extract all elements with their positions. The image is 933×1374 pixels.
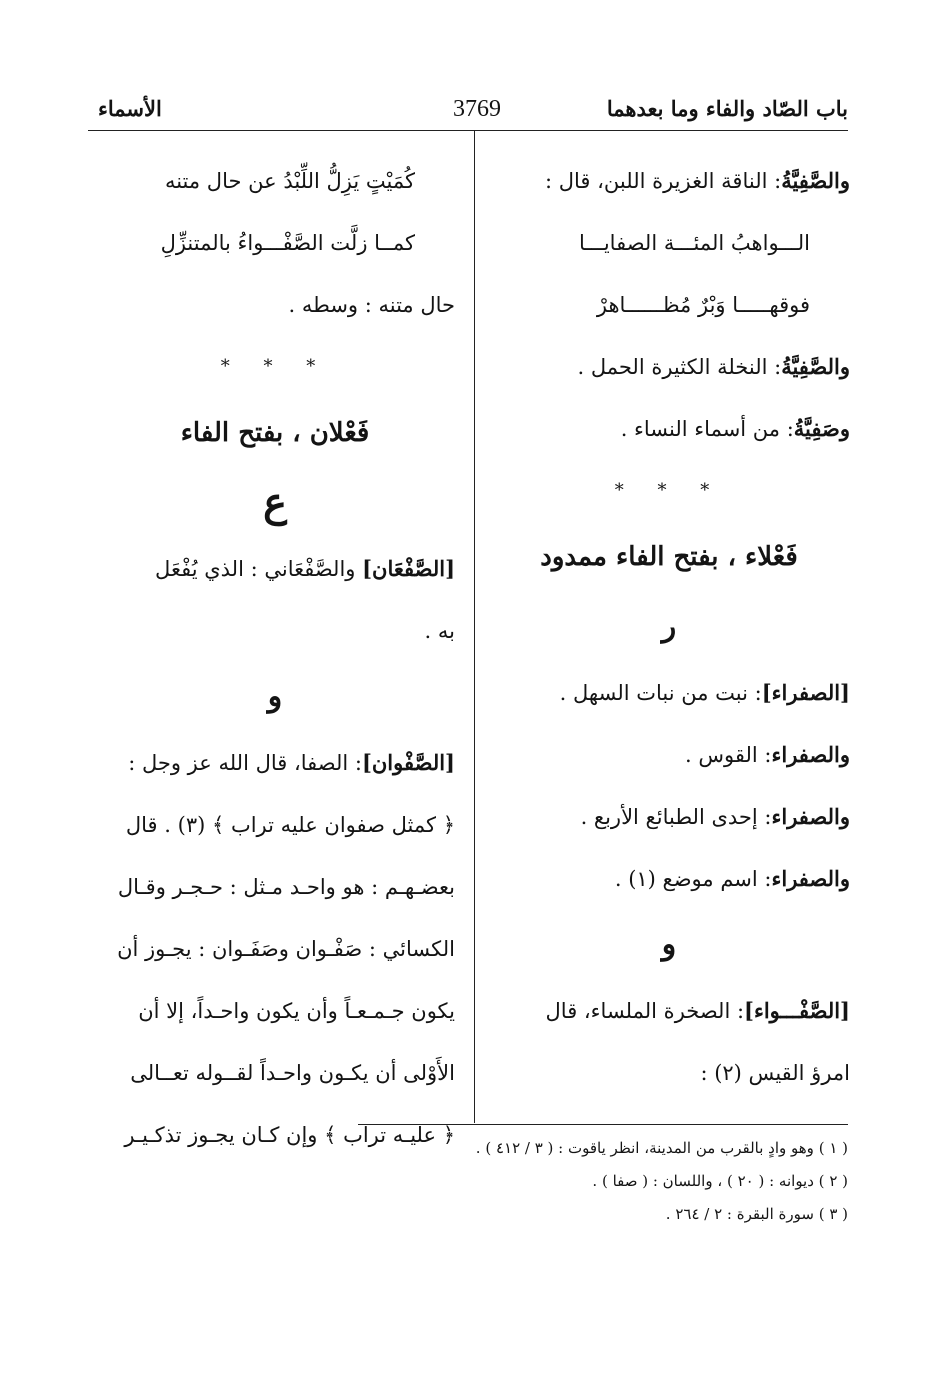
section-separator: * * *	[614, 480, 724, 501]
text-line: الكسائي : صَفْـوان وصَفَـوان : يجـوز أن	[117, 937, 455, 961]
section-title: الأسماء	[98, 96, 162, 121]
text-line: ﴿ كمثل صفوان عليه تراب ﴾ (٣) . قال	[125, 813, 455, 837]
entry-definition: : النخلة الكثيرة الحمل .	[577, 355, 782, 379]
entry-line	[95, 538, 455, 600]
column-divider	[474, 131, 475, 1123]
letter-heading: ر	[661, 609, 677, 644]
text-line: ﴿ عليـه تراب ﴾ وإن كـان يجـوز تذكـيـر	[124, 1123, 455, 1147]
entry-term: والصَّفِيَّةُ	[781, 168, 850, 193]
entry-term: والصفراء	[771, 804, 850, 829]
chapter-title: باب الصّاد والفاء وما بعدهما	[606, 96, 848, 121]
entry-line	[488, 724, 850, 786]
letter-heading: ع	[263, 479, 287, 526]
letter-heading: و	[267, 679, 283, 714]
entry-line	[488, 150, 850, 212]
entry-definition: : اسم موضع (١) .	[614, 867, 772, 891]
footnote: ( ٢ ) ديوانه : ( ٢٠ ) ، واللسان : ( صفا ) .	[592, 1172, 848, 1190]
section-heading: فَعْلان ، بفتح الفاء	[180, 418, 370, 448]
entry-definition: : القوس .	[685, 743, 772, 767]
footnote-rule	[358, 1124, 848, 1125]
section-separator: * * *	[220, 356, 330, 377]
entry-term: [الصَّفْـــواء]	[744, 998, 850, 1023]
entry-definition: : الصخرة الملساء، قال	[545, 999, 745, 1023]
text-line: الأَوْلى أن يكـون واحـداً لقــوله تعــالى	[130, 1061, 455, 1085]
entry-line	[488, 336, 850, 398]
footnote: ( ٣ ) سورة البقرة : ٢ / ٢٦٤ .	[665, 1205, 848, 1223]
entry-definition: : الناقة الغزيرة اللبن، قال :	[545, 169, 782, 193]
entry-term: [الصَّفْعَان]	[362, 556, 455, 581]
header-rule	[88, 130, 848, 131]
entry-line	[488, 848, 850, 910]
entry-definition: والصَّفْعَاني : الذي يُفْعَل	[155, 557, 363, 581]
entry-term: والصَّفِيَّةُ	[781, 354, 850, 379]
entry-term: والصفراء	[771, 742, 850, 767]
entry-line	[95, 732, 455, 794]
page-number: 3769	[453, 96, 501, 122]
entry-term: [الصفراء]	[761, 680, 850, 705]
entry-term: وصَفِيَّةُ	[793, 416, 850, 441]
footnotes	[358, 1132, 848, 1231]
text-line: به .	[424, 619, 455, 643]
entry-term: والصفراء	[771, 866, 850, 891]
entry-definition: : نبت من نبات السهل .	[559, 681, 762, 705]
entry-line	[488, 980, 850, 1042]
entry-line	[488, 398, 850, 460]
entry-line	[488, 786, 850, 848]
verse-line: فوقهـــــا وَبْرٌ مُظــــــاهرْ	[596, 293, 810, 317]
left-column	[95, 150, 455, 1166]
entry-definition: : الصفا، قال الله عز وجل :	[128, 751, 362, 775]
verse-line: كمــا زلَّت الصَّفْـــواءُ بالمتنزِّلِ	[160, 231, 415, 255]
right-column	[488, 150, 850, 1104]
entry-definition: : إحدى الطبائع الأربع .	[580, 805, 772, 829]
text-line: يكون جـمـعـاً وأن يكون واحـداً، إلا أن	[138, 999, 455, 1023]
section-heading: فَعْلاء ، بفتح الفاء ممدود	[540, 542, 798, 572]
verse-line: كُمَيْتٍ يَزِلُّ اللِّبْدُ عن حال متنه	[164, 169, 415, 193]
text-line: امرؤ القيس (٢) :	[700, 1061, 850, 1085]
verse-line: الـــواهبُ المئـــة الصفايـــا	[578, 231, 810, 255]
entry-term: [الصَّفْوان]	[361, 750, 455, 775]
footnote: ( ١ ) وهو وادٍ بالقرب من المدينة، انظر ياقوت : ( ٣ / ٤١٢ ) .	[475, 1139, 848, 1157]
running-header	[88, 90, 848, 130]
entry-definition: : من أسماء النساء .	[620, 417, 794, 441]
text-line: حال متنه : وسطه .	[288, 293, 455, 317]
text-line: بعضـهـم : هو واحـد مـثل : حـجـر وقـال	[117, 875, 455, 899]
letter-heading: و	[661, 927, 677, 962]
entry-line	[488, 662, 850, 724]
